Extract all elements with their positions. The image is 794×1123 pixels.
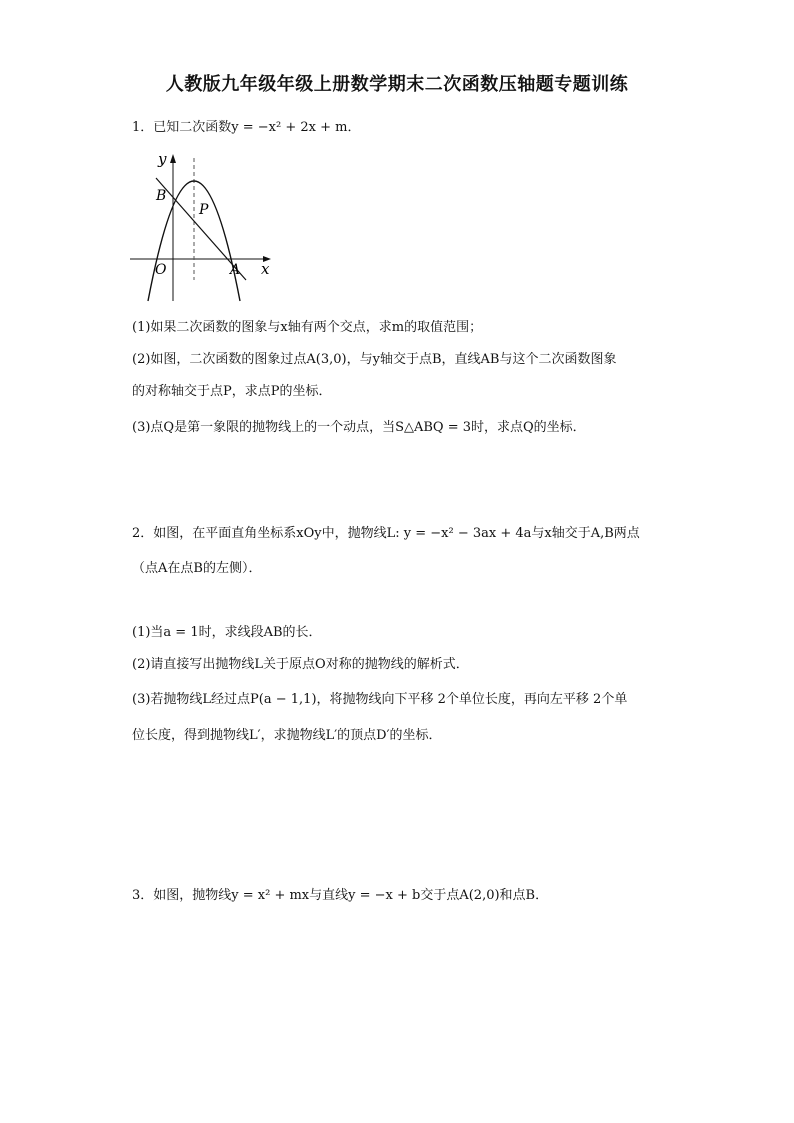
- label-x: x: [261, 260, 270, 278]
- y-axis-arrow: [170, 154, 176, 163]
- label-b: B: [156, 188, 167, 204]
- label-origin: O: [155, 262, 167, 278]
- label-p: P: [199, 202, 209, 218]
- q2-part3-line1: (3)若抛物线L经过点P(a − 1,1)，将抛物线向下平移 2个单位长度，再向左平移 2个单: [132, 692, 628, 707]
- q2-stem-line1: 2．如图，在平面直角坐标系xOy中，抛物线L: y = −x² − 3ax + 4a与x轴交于A,B两点: [132, 526, 640, 541]
- q1-part3: (3)点Q是第一象限的抛物线上的一个动点，当S△ABQ = 3时，求点Q的坐标．: [132, 420, 586, 435]
- q1-part2-line2: 的对称轴交于点P，求点P的坐标．: [132, 384, 332, 399]
- q2-part3-line2: 位长度，得到抛物线L′，求抛物线L′的顶点D′的坐标．: [132, 728, 442, 743]
- label-y: y: [158, 150, 167, 168]
- q2-part1: (1)当a = 1时，求线段AB的长．: [132, 625, 322, 640]
- label-a: A: [230, 262, 241, 278]
- page-title: 人教版九年级年级上册数学期末二次函数压轴题专题训练: [165, 74, 629, 95]
- q1-stem: 1．已知二次函数y = −x² + 2x + m．: [132, 120, 361, 135]
- q1-part1: (1)如果二次函数的图象与x轴有两个交点，求m的取值范围；: [132, 320, 483, 335]
- q2-part2: (2)请直接写出抛物线L关于原点O对称的抛物线的解析式．: [132, 657, 469, 672]
- q1-parabola-graph: [128, 148, 278, 303]
- q3-stem: 3．如图，抛物线y = x² + mx与直线y = −x + b交于点A(2,0)和点B．: [132, 888, 549, 903]
- q2-stem-line2: （点A在点B的左侧）．: [132, 561, 262, 576]
- q1-part2-line1: (2)如图，二次函数的图象过点A(3,0)，与y轴交于点B，直线AB与这个二次函数图象: [132, 352, 617, 367]
